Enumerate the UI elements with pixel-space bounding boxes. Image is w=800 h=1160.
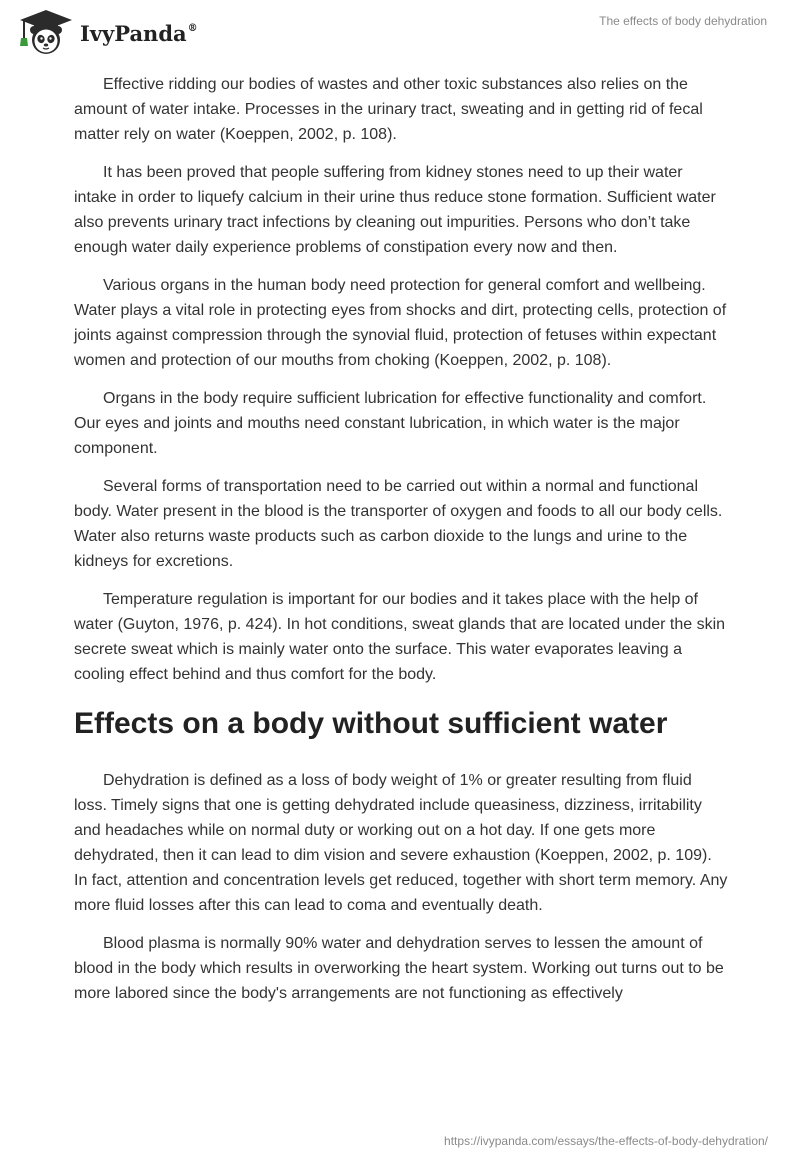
paragraph: Blood plasma is normally 90% water and dehydration serves to lessen the amount of blood in the body which results in overworking the heart system. Working out turns out to be more labored since the body's arrangements are not functioning as effectively bbox=[74, 935, 724, 1002]
panda-graduate-icon bbox=[16, 8, 76, 56]
paragraph: Effective ridding our bodies of wastes and other toxic substances also relies on the amount of water intake. Processes in the urinary tract, sweating and in getting rid of fecal matter rely on water (Koeppen, 2002, p. 108). bbox=[74, 76, 703, 143]
page-header bbox=[0, 0, 800, 70]
site-logo[interactable] bbox=[16, 8, 198, 56]
paragraph: Several forms of transportation need to be carried out within a normal and functional body. Water present in the blood is the transporter of oxygen and foods to all our body cells. Water also returns waste products such as carbon dioxide to the lungs and urine to the kidneys for excretions. bbox=[74, 478, 723, 570]
essay-body bbox=[74, 72, 729, 1019]
brand-name: IvyPanda® bbox=[80, 20, 198, 46]
section-heading: Effects on a body without sufficient water bbox=[74, 707, 668, 740]
paragraph: It has been proved that people suffering from kidney stones need to up their water intake in order to liquefy calcium in their urine thus reduce stone formation. Sufficient water also prevents urinary tract infections by cleaning out impurities. Persons who don’t take enough water daily experience problems of constipation every now and then. bbox=[74, 164, 716, 256]
paragraph: Various organs in the human body need protection for general comfort and wellbeing. Water plays a vital role in protecting eyes from shocks and dirt, protecting cells, protection of joints against compression through the synovial fluid, protection of fetuses within expectant women and protection of our mouths from choking (Koeppen, 2002, p. 108). bbox=[74, 277, 727, 369]
paragraph: Dehydration is defined as a loss of body weight of 1% or greater resulting from fluid loss. Timely signs that one is getting dehydrated include queasiness, dizziness, irritability and headaches while on normal duty or working out on a hot day. If one gets more dehydrated, then it can lead to dim vision and severe exhaustion (Koeppen, 2002, p. 109). In fact, attention and concentration levels get reduced, together with short term memory. Any more fluid losses after this can lead to coma and eventually death. bbox=[74, 772, 728, 914]
paragraph: Organs in the body require sufficient lubrication for effective functionality and comfort. Our eyes and joints and mouths need constant lubrication, in which water is the major component. bbox=[74, 390, 707, 457]
document-title: The effects of body dehydration bbox=[599, 14, 767, 28]
source-url[interactable]: https://ivypanda.com/essays/the-effects-of-body-dehydration/ bbox=[444, 1134, 768, 1148]
paragraph: Temperature regulation is important for our bodies and it takes place with the help of water (Guyton, 1976, p. 424). In hot conditions, sweat glands that are located under the skin secrete sweat which is mainly water onto the surface. This water evaporates leaving a cooling effect behind and thus comfort for the body. bbox=[74, 591, 726, 683]
